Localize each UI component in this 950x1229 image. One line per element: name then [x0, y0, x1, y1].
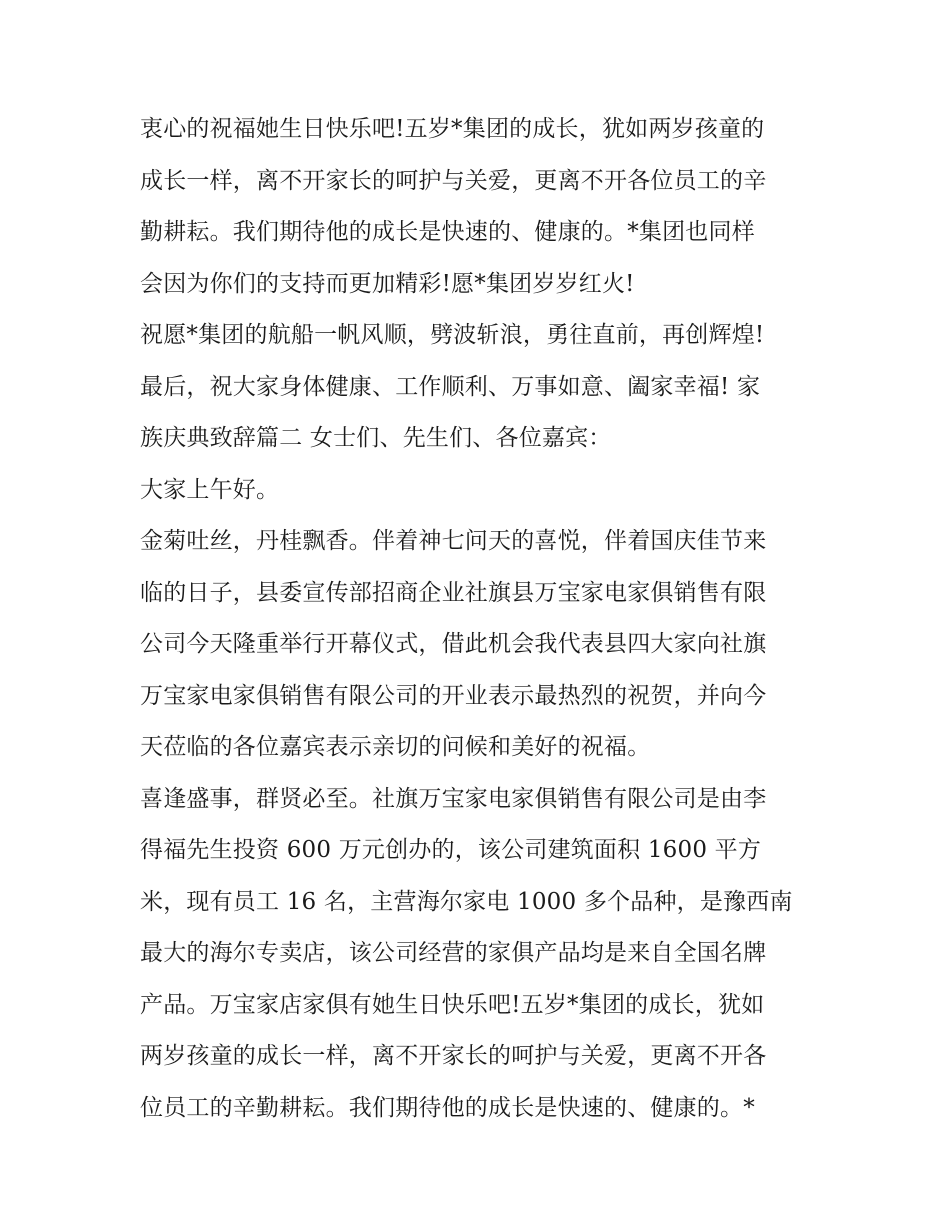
text-line: 两岁孩童的成长一样，离不开家长的呵护与关爱，更离不开各: [140, 1043, 767, 1069]
text-line: 衷心的祝福她生日快乐吧!五岁*集团的成长，犹如两岁孩童的: [140, 116, 765, 142]
text-line: 最大的海尔专卖店，该公司经营的家俱产品均是来自全国名牌: [140, 940, 767, 966]
text-line: 米，现有员工 16 名，主营海尔家电 1000 多个品种，是豫西南: [140, 888, 793, 915]
text-line: 勤耕耘。我们期待他的成长是快速的、健康的。*集团也同样: [140, 219, 755, 245]
text-line: 临的日子，县委宣传部招商企业社旗县万宝家电家俱销售有限: [140, 579, 767, 606]
text-line: 天莅临的各位嘉宾表示亲切的问候和美好的祝福。: [140, 734, 651, 760]
text-line: 成长一样，离不开家长的呵护与关爱，更离不开各位员工的辛: [140, 167, 767, 194]
body-text: [140, 104, 820, 1134]
text-line: 公司今天隆重举行开幕仪式，借此机会我代表县四大家向社旗: [140, 631, 767, 657]
text-line: 祝愿*集团的航船一帆风顺，劈波斩浪，勇往直前，再创辉煌!: [140, 322, 765, 348]
text-line: 万宝家电家俱销售有限公司的开业表示最热烈的祝贺，并向今: [140, 682, 767, 709]
text-line: 产品。万宝家店家俱有她生日快乐吧!五岁*集团的成长，犹如: [140, 991, 765, 1018]
text-line: 得福先生投资 600 万元创办的，该公司建筑面积 1600 平方: [140, 837, 762, 863]
text-line: 会因为你们的支持而更加精彩!愿*集团岁岁红火!: [140, 270, 635, 297]
text-line: 大家上午好。: [140, 476, 280, 503]
text-line: 最后，祝大家身体健康、工作顺利、万事如意、阖家幸福! 家: [140, 373, 761, 400]
text-line: 族庆典致辞篇二 女士们、先生们、各位嘉宾：: [140, 425, 612, 451]
text-line: 金菊吐丝，丹桂飘香。伴着神七问天的喜悦，伴着国庆佳节来: [140, 528, 767, 554]
text-line: 喜逢盛事，群贤必至。社旗万宝家电家俱销售有限公司是由李: [140, 785, 767, 812]
text-line: 位员工的辛勤耕耘。我们期待他的成长是快速的、健康的。*: [140, 1094, 755, 1121]
